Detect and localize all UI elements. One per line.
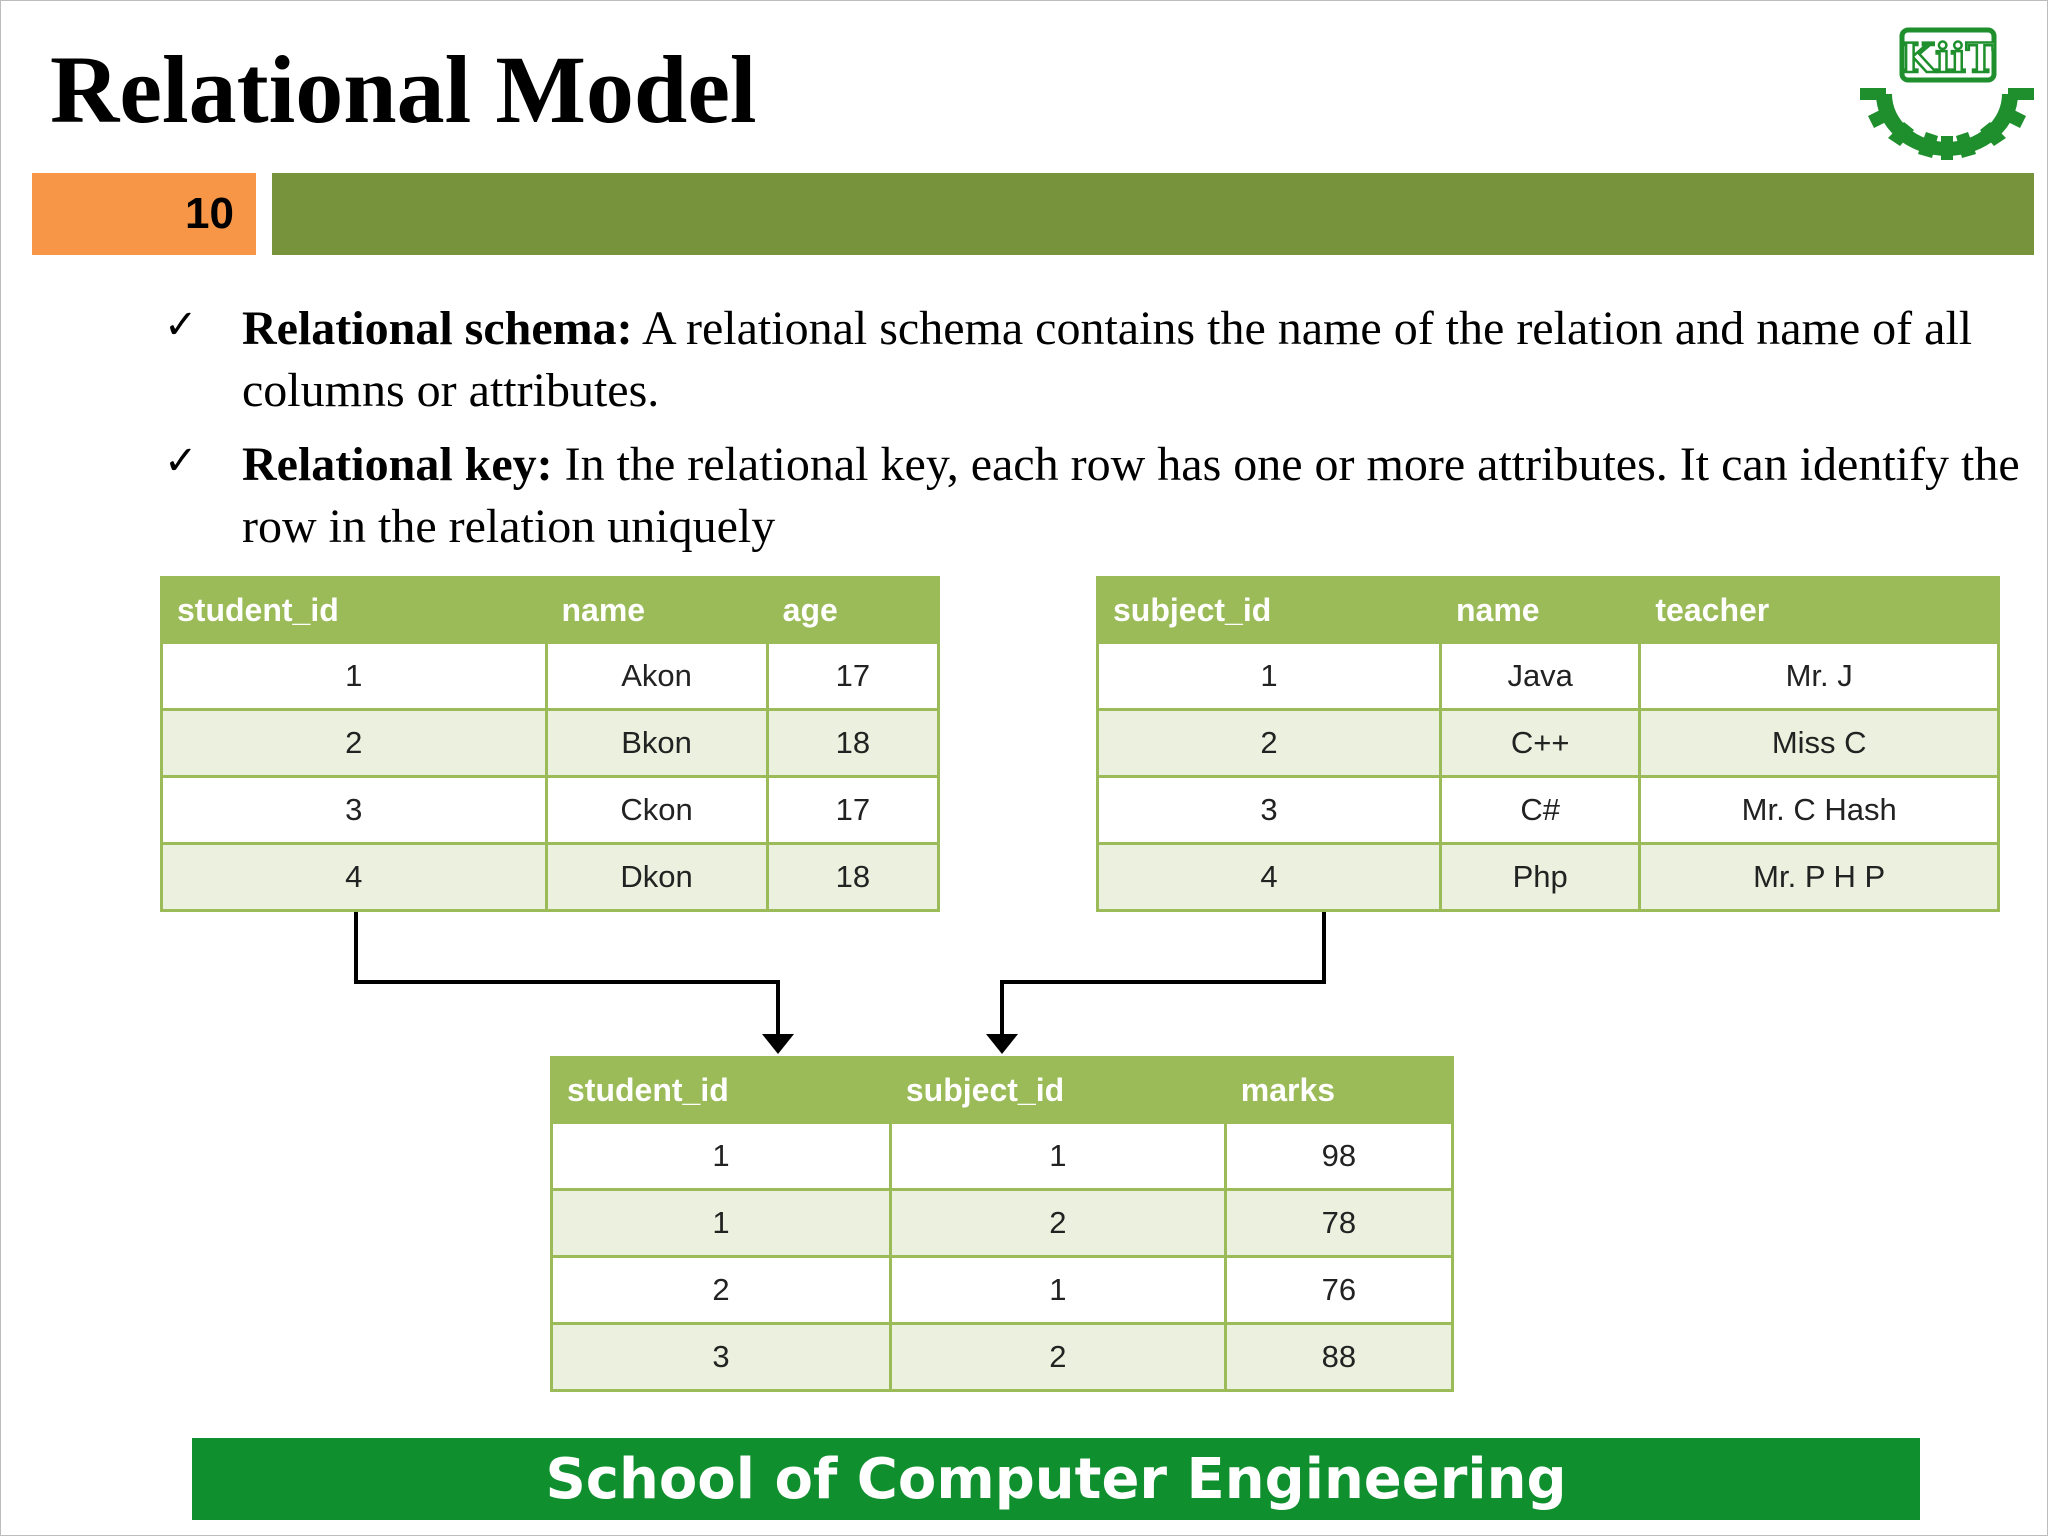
- table-row: [552, 1123, 1453, 1190]
- table-cell: 3: [162, 777, 547, 844]
- checkmark-icon: ✓: [164, 438, 198, 484]
- column-header: age: [767, 578, 938, 643]
- table-header-row: [552, 1058, 1453, 1123]
- table-cell: C#: [1440, 777, 1639, 844]
- logo-text: KiiT: [1900, 35, 1996, 82]
- arrowhead-icon: [762, 1034, 794, 1054]
- table-cell: 1: [890, 1257, 1225, 1324]
- table-cell: C++: [1440, 710, 1639, 777]
- arrowhead-icon: [986, 1034, 1018, 1054]
- table-cell: Mr. C Hash: [1640, 777, 1999, 844]
- table-cell: 1: [1098, 643, 1441, 710]
- table-cell: Mr. P H P: [1640, 844, 1999, 911]
- table-cell: 2: [1098, 710, 1441, 777]
- table-cell: 2: [890, 1190, 1225, 1257]
- table-cell: 88: [1225, 1324, 1452, 1391]
- table-cell: Php: [1440, 844, 1639, 911]
- table-cell: 17: [767, 643, 938, 710]
- table-cell: Miss C: [1640, 710, 1999, 777]
- table-cell: 1: [162, 643, 547, 710]
- table-cell: 4: [162, 844, 547, 911]
- table-row: [552, 1324, 1453, 1391]
- checkmark-icon: ✓: [164, 302, 198, 348]
- table-cell: 18: [767, 710, 938, 777]
- table-cell: 18: [767, 844, 938, 911]
- column-header: name: [546, 578, 767, 643]
- table-cell: 4: [1098, 844, 1441, 911]
- bullet-text: In the relational key, each row has one or more attributes. It can identify the row in the relation uniquely: [242, 438, 2020, 553]
- table-row: [552, 1190, 1453, 1257]
- arrow-subjects-to-marks: [1002, 912, 1324, 1038]
- table-cell: 2: [890, 1324, 1225, 1391]
- table-cell: Dkon: [546, 844, 767, 911]
- column-header: subject_id: [1098, 578, 1441, 643]
- bullet-text: A relational schema contains the name of the relation and name of all columns or attributes.: [242, 302, 1973, 417]
- table-cell: Ckon: [546, 777, 767, 844]
- table-cell: Java: [1440, 643, 1639, 710]
- slide-number: 10: [32, 173, 256, 255]
- marks-table: [550, 1056, 1454, 1392]
- table-cell: 3: [552, 1324, 891, 1391]
- table-cell: 1: [552, 1123, 891, 1190]
- table-row: [552, 1257, 1453, 1324]
- table-cell: Bkon: [546, 710, 767, 777]
- column-header: student_id: [162, 578, 547, 643]
- table-cell: 76: [1225, 1257, 1452, 1324]
- bullet-label: Relational schema:: [242, 302, 633, 355]
- table-cell: Mr. J: [1640, 643, 1999, 710]
- footer-banner: School of Computer Engineering: [192, 1438, 1920, 1520]
- bullet-label: Relational key:: [242, 438, 553, 491]
- table-cell: 2: [552, 1257, 891, 1324]
- table-cell: 1: [552, 1190, 891, 1257]
- table-cell: 98: [1225, 1123, 1452, 1190]
- table-cell: 3: [1098, 777, 1441, 844]
- table-cell: 78: [1225, 1190, 1452, 1257]
- column-header: student_id: [552, 1058, 891, 1123]
- table-cell: Akon: [546, 643, 767, 710]
- column-header: subject_id: [890, 1058, 1225, 1123]
- column-header: name: [1440, 578, 1639, 643]
- arrow-students-to-marks: [356, 912, 778, 1038]
- slide-title: Relational Model: [50, 36, 757, 143]
- table-cell: 2: [162, 710, 547, 777]
- column-header: teacher: [1640, 578, 1999, 643]
- table-cell: 17: [767, 777, 938, 844]
- column-header: marks: [1225, 1058, 1452, 1123]
- table-cell: 1: [890, 1123, 1225, 1190]
